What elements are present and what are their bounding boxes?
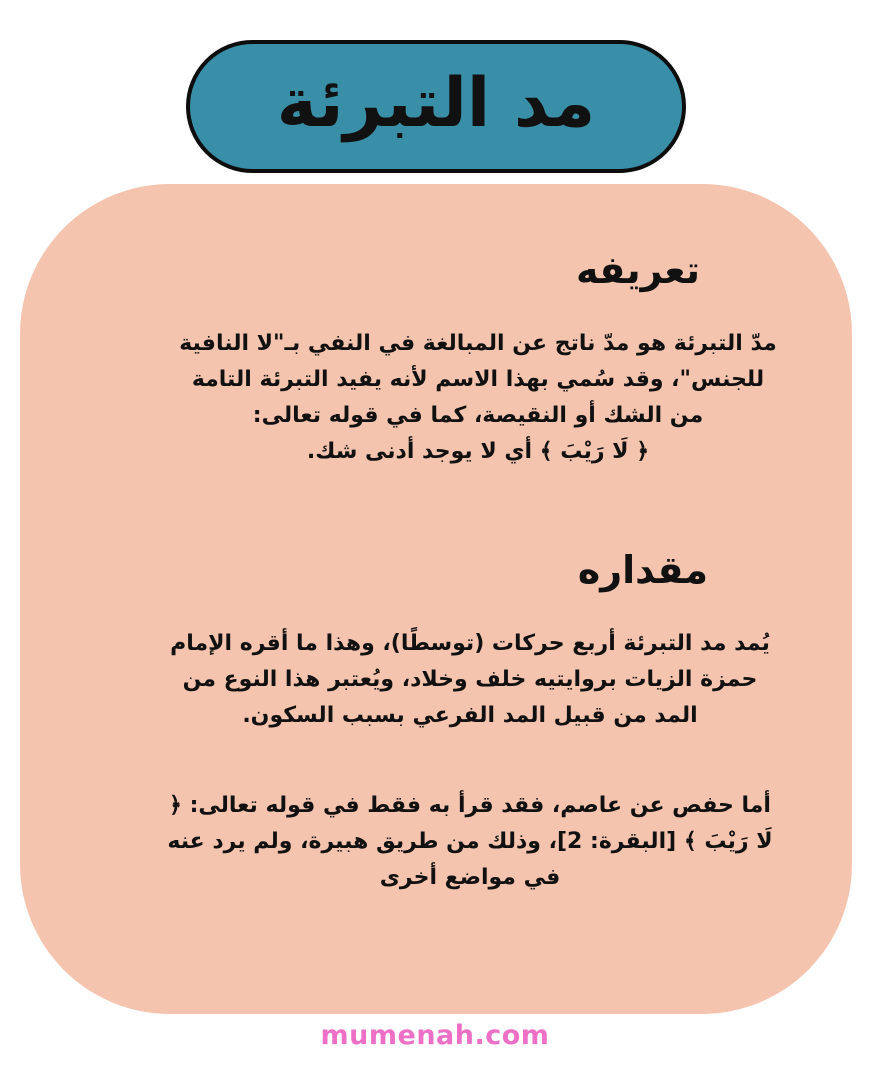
site-watermark: mumenah.com	[320, 1020, 550, 1051]
amount-paragraph	[112, 626, 828, 734]
definition-paragraph	[112, 326, 844, 470]
amount-line: المد من قبيل المد الفرعي بسبب السكون.	[242, 703, 698, 728]
amount-line: يُمد مد التبرئة أربع حركات (توسطًا)، وهذا ما أقره الإمام	[170, 631, 770, 656]
page-title: مد التبرئة	[276, 63, 596, 143]
definition-heading: تعريفه	[575, 248, 700, 292]
definition-line: مدّ التبرئة هو مدّ ناتج عن المبالغة في النفي بـ"لا النافية	[179, 331, 777, 356]
definition-line: للجنس"، وقد سُمي بهذا الاسم لأنه يفيد التبرئة التامة	[191, 367, 765, 392]
title-banner	[186, 40, 686, 173]
amount-heading: مقداره	[577, 548, 708, 592]
hafs-line: لَا رَيْبَ ﴾ [البقرة: 2]، وذلك من طريق هبيرة، ولم يرد عنه	[167, 829, 773, 854]
definition-line: ﴿ لَا رَيْبَ ﴾ أي لا يوجد أدنى شك.	[306, 439, 650, 464]
hafs-line: أما حفص عن عاصم، فقد قرأ به فقط في قوله تعالى: ﴿	[169, 793, 771, 818]
hafs-line: في مواضع أخرى	[379, 865, 561, 890]
hafs-paragraph	[112, 788, 828, 896]
amount-line: حمزة الزيات بروايتيه خلف وخلاد، ويُعتبر هذا النوع من	[182, 667, 758, 692]
definition-line: من الشك أو النقيصة، كما في قوله تعالى:	[252, 403, 704, 428]
